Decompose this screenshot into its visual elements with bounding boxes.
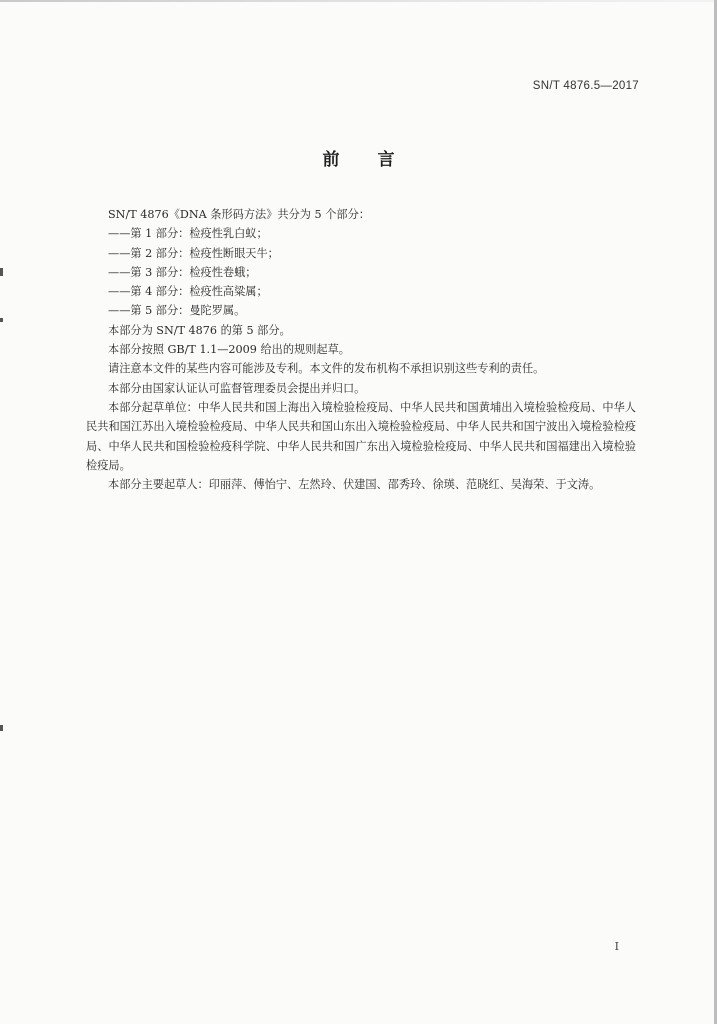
- scan-mark: [0, 318, 3, 322]
- paragraph: 本部分由国家认证认可监督管理委员会提出并归口。: [108, 381, 366, 395]
- paragraph: 本部分按照 GB/T 1.1—2009 给出的规则起草。: [108, 343, 350, 357]
- paragraph-drafters: 本部分主要起草人：印丽萍、傅怡宁、左然玲、伏建国、邵秀玲、徐瑛、范晓红、吴海荣、于文涛。: [108, 478, 601, 492]
- list-item: ——第 3 部分：检疫性卷蛾；: [108, 265, 257, 279]
- page-title: 前言: [322, 150, 433, 170]
- standard-code: SN/T 4876.5—2017: [532, 80, 639, 92]
- scan-mark: [0, 268, 3, 276]
- scan-mark: [0, 725, 3, 731]
- paragraph: 本部分为 SN/T 4876 的第 5 部分。: [108, 323, 291, 337]
- paragraph-patent-notice: 请注意本文件的某些内容可能涉及专利。本文件的发布机构不承担识别这些专利的责任。: [108, 362, 545, 376]
- foreword-body: [86, 205, 636, 494]
- list-item: ——第 5 部分：曼陀罗属。: [108, 304, 246, 318]
- paragraph-drafting-units: 本部分起草单位：中华人民共和国上海出入境检验检疫局、中华人民共和国黄埔出入境检验检疫局、中华人民共和国江苏出入境检验检疫局、中华人民共和国山东出入境检验检疫局、中华人民共和国宁波出入境检验检疫局、中华人民共和国检验检疫科学院、中华人民共和国广东出入境检验检疫局、中华人民共和国福建出入境检验检疫局。: [86, 400, 636, 472]
- list-item: ——第 2 部分：检疫性断眼天牛；: [108, 246, 279, 260]
- page-number: I: [614, 940, 619, 953]
- list-item: ——第 4 部分：检疫性高粱属；: [108, 285, 268, 299]
- scan-top-edge: [0, 0, 717, 2]
- paragraph-intro: SN/T 4876《DNA 条形码方法》共分为 5 个部分：: [108, 208, 370, 221]
- list-item: ——第 1 部分：检疫性乳白蚁；: [108, 227, 268, 241]
